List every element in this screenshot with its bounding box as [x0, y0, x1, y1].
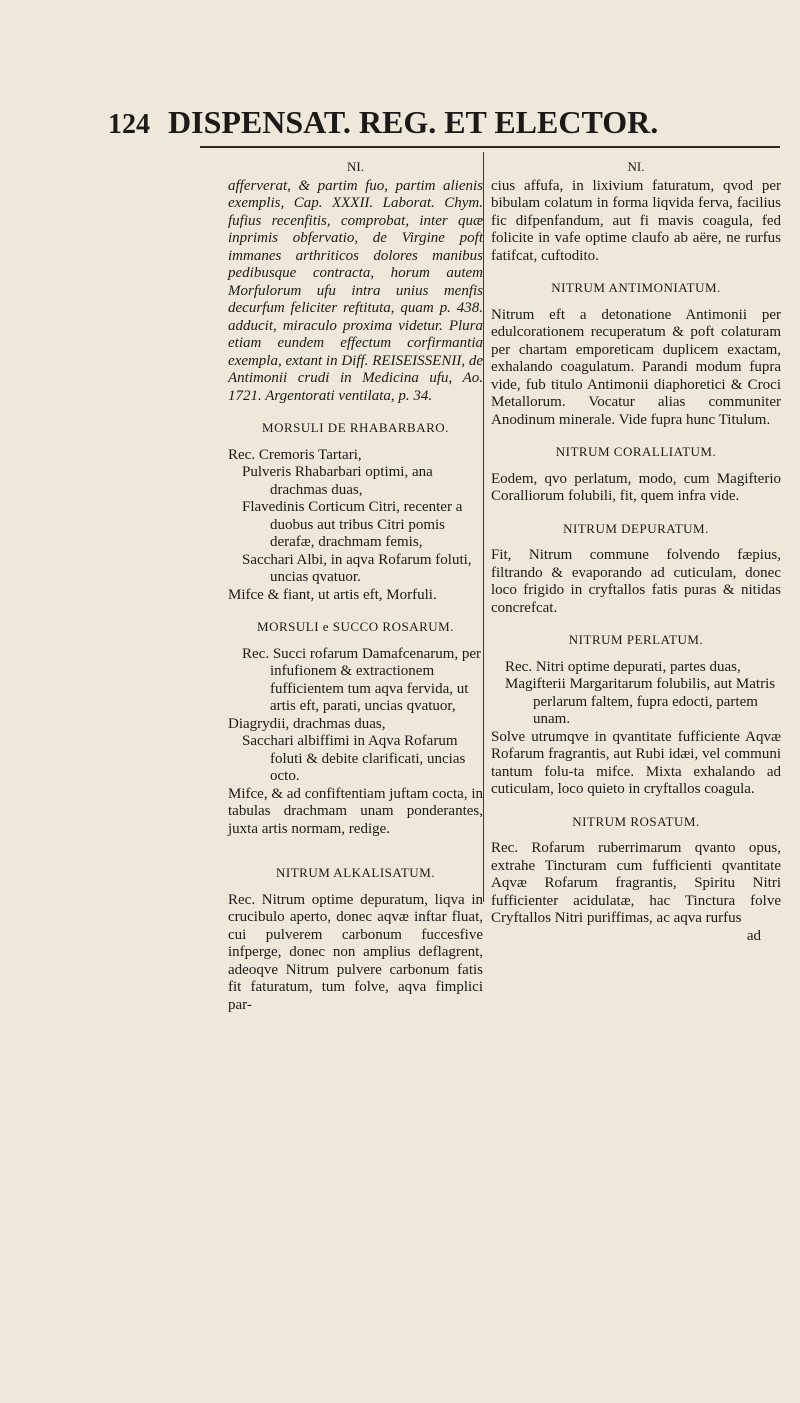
- recipe-line: Pulveris Rhabarbari optimi, ana drachmas duas,: [242, 464, 433, 498]
- section-paragraph: Nitrum eft a detonatione Antimonii per edulcorationem recuperatum & poft colaturam per chartam emporeticam duplicem exactam, exhalando coagulatum. Parandi modum fupra vide, fub titulo Antimonii diaphoretici & Croci Metallorum. Vocatur alias communiter Anodinum minerale. Vide fupra hunc Titulum.: [491, 306, 781, 428]
- page-number: 124: [108, 109, 150, 140]
- recipe-line: Mifce, & ad confiftentiam juftam cocta, in tabulas drachmam unam ponderantes, juxta artis normam, redige.: [228, 785, 483, 837]
- header-rule: [200, 146, 780, 148]
- section-heading: MORSULI e SUCCO ROSARUM.: [257, 619, 454, 634]
- recipe-line: Magifterii Margaritarum folubilis, aut Matris perlarum faltem, fupra edocti, partem unam.: [505, 676, 776, 727]
- column-head: NI.: [627, 159, 645, 174]
- recipe-line: Sacchari albiffimi in Aqva Rofarum foluti & debite clarificati, uncias octo.: [242, 733, 466, 784]
- intro-paragraph: afferverat, & partim fuo, partim alienis exemplis, Cap. XXXII. Laborat. Chym. fufius recenfitis, comprobat, inter quæ inprimis obfervatio, de Virgine poft immanes arthriticos dolores manibus pedibusque contracta, horum autem Morfulorum ufu intra unius menfis decurfum feliciter reftituta, quam p. 438. adducit, miraculo proxima videtur. Plura etiam eundem effectum corfirmantia exempla, extant in Diff. REISEISSENII, de Antimonii crudi in Medicina ufu, Ao. 1721. Argentorati ventilata, p. 34.: [228, 177, 483, 404]
- left-column: [228, 158, 483, 1014]
- recipe-line: Rec. Succi rofarum Damafcenarum, per infufionem & extractionem fufficientem tum aqva fervida, ut artis eft, parati, uncias qvatuor,: [242, 645, 482, 714]
- section-paragraph: Eodem, qvo perlatum, modo, cum Magifterio Coralliorum folubili, fit, quem infra vide.: [491, 470, 781, 504]
- section-paragraph: Fit, Nitrum commune folvendo fæpius, filtrando & evaporando ad cuticulam, donec loco frigido in cryftallos fatis puras & nitidas concrefcat.: [491, 547, 781, 616]
- intro-paragraph: cius affufa, in lixivium faturatum, qvod per bibulam colatum in forma liqvida ferva, facilius fic difpenfandum, aut fi mavis coagula, fed folicite in vafe optime claufo ab aëre, ne rurfus fatifcat, cuftodito.: [491, 177, 781, 264]
- section-heading: MORSULI DE RHABARBARO.: [262, 420, 449, 435]
- recipe-line: Rec. Nitri optime depurati, partes duas,: [505, 658, 741, 675]
- recipe-line: Mifce & fiant, ut artis eft, Morfuli.: [228, 586, 437, 603]
- section-heading: NITRUM ANTIMONIATUM.: [551, 280, 721, 295]
- recipe-line: Diagrydii, drachmas duas,: [228, 715, 386, 732]
- section-paragraph: Rec. Nitrum optime depuratum, liqva in crucibulo aperto, donec aqvæ inftar fluat, cui pulverem carbonum fuccesfive infperge, donec non amplius deflagrent, adeoqve Nitrum pulvere carbonum fatis fit faturatum, tum folve, aqva fimplici par-: [228, 891, 483, 1013]
- right-column: [491, 158, 781, 945]
- section-heading: NITRUM ROSATUM.: [572, 813, 700, 829]
- section-heading: NITRUM PERLATUM.: [568, 632, 704, 647]
- column-head: NI.: [347, 159, 364, 174]
- recipe-line: Rec. Cremoris Tartari,: [228, 446, 362, 463]
- column-divider: [483, 152, 484, 902]
- catchword: ad: [746, 927, 761, 944]
- recipe-line: Flavedinis Corticum Citri, recenter a duobus aut tribus Citri pomis derafæ, drachmam femis,: [242, 499, 463, 550]
- page-header: [108, 104, 658, 141]
- running-title: DISPENSAT. REG. ET ELECTOR.: [168, 104, 659, 140]
- section-paragraph: Rec. Rofarum ruberrimarum qvanto opus, extrahe Tincturam cum fufficienti qvantitate Aqvæ Rofarum fragrantis, Spiritu Nitri fufficienter acidulatæ, hac Tinctura folve Cryftallos Nitri puriffimas, ac aqva rurfus: [491, 840, 781, 926]
- section-heading: NITRUM CORALLIATUM.: [555, 444, 717, 459]
- recipe-line: Solve utrumqve in qvantitate fufficiente Aqvæ Rofarum fragrantis, aut Rubi idæi, vel communi tantum folu-ta mifce. Mixta exhalando ad cuticulam, loco quieto in cryftallos coagula.: [491, 728, 781, 797]
- section-heading: NITRUM ALKALISATUM.: [276, 865, 435, 880]
- recipe-line: Sacchari Albi, in aqva Rofarum foluti, uncias qvatuor.: [242, 551, 472, 585]
- section-heading: NITRUM DEPURATUM.: [563, 520, 709, 536]
